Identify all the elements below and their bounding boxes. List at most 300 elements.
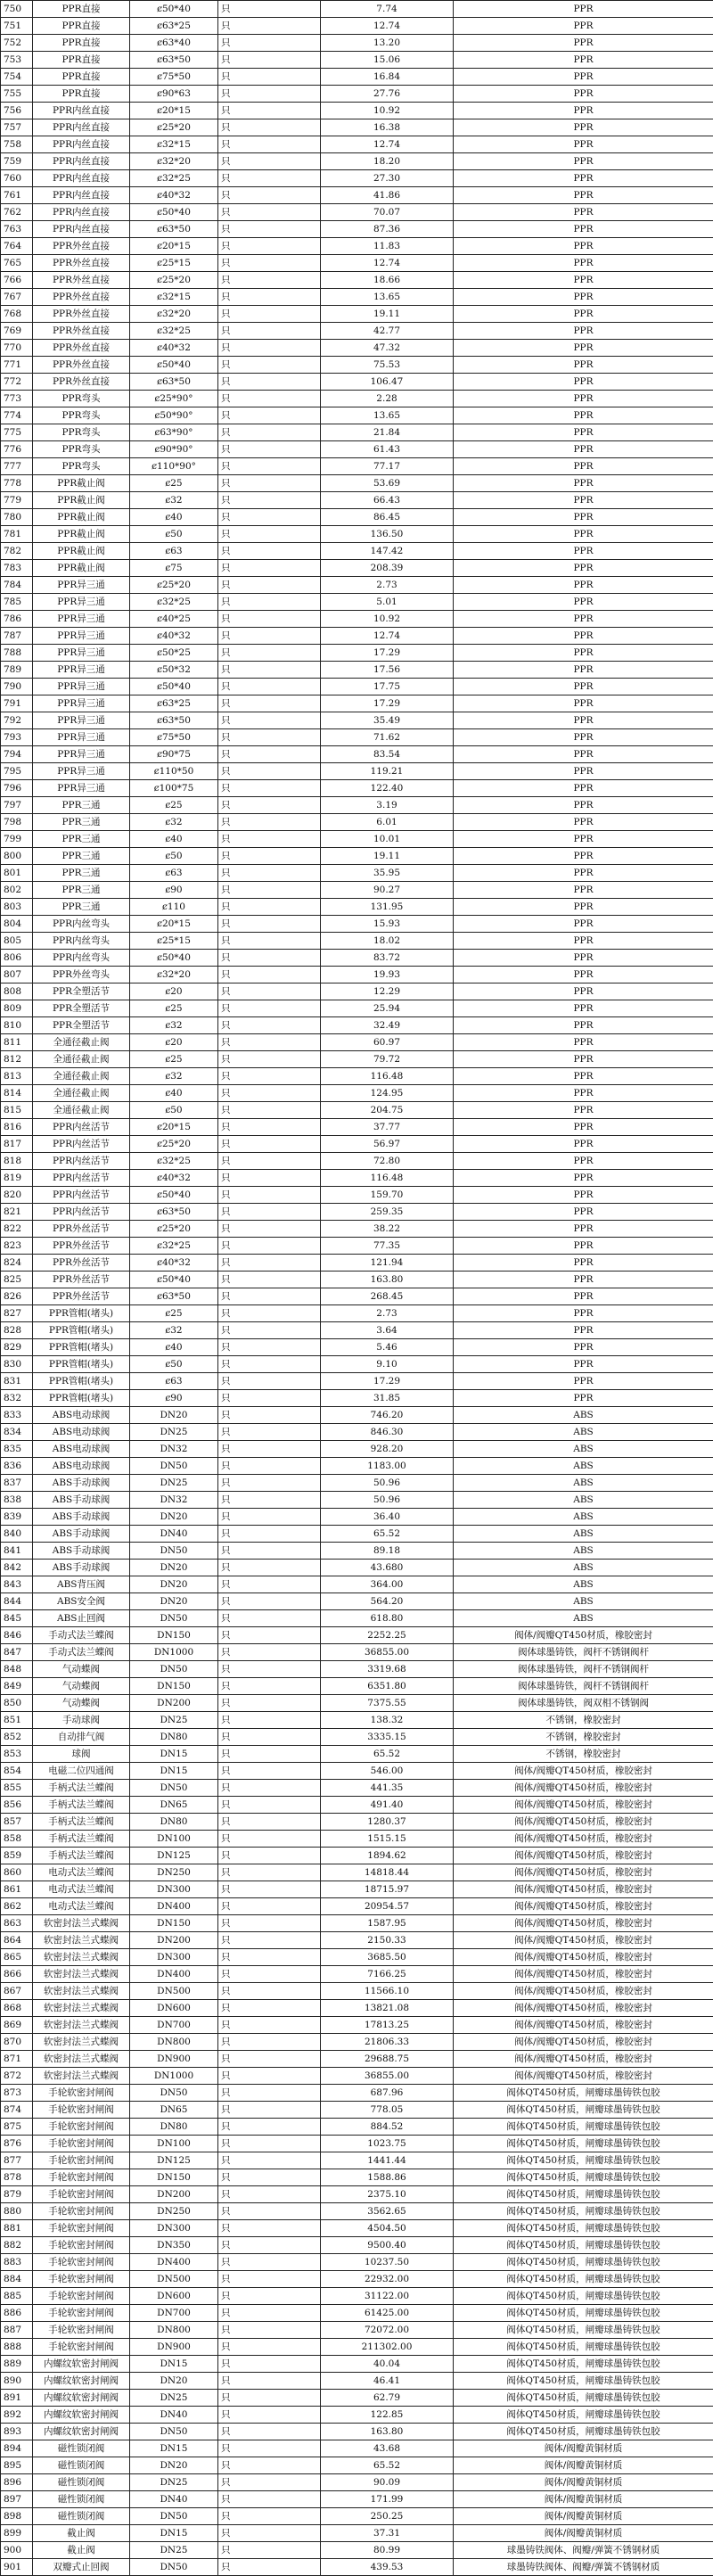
spec-cell: ȼ63 xyxy=(130,543,218,560)
item-number-cell: 852 xyxy=(1,1729,33,1746)
material-cell: 阀体QT450材质，闸瓣球墨铸铁包胶 xyxy=(454,2288,713,2305)
item-name-cell: PPR三通 xyxy=(33,865,130,882)
spec-cell: DN500 xyxy=(130,2271,218,2288)
item-number-cell: 895 xyxy=(1,2457,33,2474)
spec-cell: ȼ50*40 xyxy=(130,1272,218,1288)
item-number-cell: 831 xyxy=(1,1373,33,1390)
item-name-cell: 截止阀 xyxy=(33,2525,130,2542)
item-number-cell: 779 xyxy=(1,492,33,509)
item-name-cell: 手轮软密封闸阀 xyxy=(33,2169,130,2186)
table-row xyxy=(1,170,713,187)
table-row xyxy=(1,1729,713,1746)
unit-cell: 只 xyxy=(218,1509,321,1526)
unit-cell: 只 xyxy=(218,1407,321,1424)
material-cell: PPR xyxy=(454,1322,713,1339)
table-row xyxy=(1,899,713,916)
unit-cell: 只 xyxy=(218,950,321,967)
item-name-cell: ABS手动球阀 xyxy=(33,1492,130,1509)
spec-cell: DN50 xyxy=(130,2085,218,2102)
unit-price-cell: 4504.50 xyxy=(321,2220,454,2237)
unit-price-cell: 77.17 xyxy=(321,458,454,475)
material-cell: PPR xyxy=(454,153,713,170)
unit-price-cell: 13.20 xyxy=(321,35,454,52)
item-name-cell: PPR直接 xyxy=(33,86,130,103)
unit-cell: 只 xyxy=(218,1170,321,1187)
spec-cell: DN50 xyxy=(130,1543,218,1560)
table-row xyxy=(1,916,713,933)
table-row xyxy=(1,255,713,272)
item-number-cell: 787 xyxy=(1,628,33,645)
item-name-cell: ABS电动球阀 xyxy=(33,1424,130,1441)
spec-cell: DN400 xyxy=(130,1898,218,1915)
spec-cell: DN600 xyxy=(130,2288,218,2305)
unit-cell: 只 xyxy=(218,136,321,153)
item-name-cell: PPR截止阀 xyxy=(33,543,130,560)
item-number-cell: 815 xyxy=(1,1102,33,1119)
material-cell: 阀体/阀瓣QT450材质，橡胶密封 xyxy=(454,2051,713,2068)
material-cell: PPR xyxy=(454,848,713,865)
unit-price-cell: 171.99 xyxy=(321,2491,454,2508)
item-name-cell: PPR内丝弯头 xyxy=(33,933,130,950)
spec-cell: ȼ32 xyxy=(130,492,218,509)
material-cell: 阀体QT450材质，闸瓣球墨铸铁包胶 xyxy=(454,2390,713,2407)
unit-cell: 只 xyxy=(218,1,321,18)
table-row xyxy=(1,1424,713,1441)
item-number-cell: 900 xyxy=(1,2542,33,2559)
unit-price-cell: 56.97 xyxy=(321,1136,454,1153)
unit-cell: 只 xyxy=(218,2356,321,2373)
unit-price-cell: 10.92 xyxy=(321,103,454,119)
material-cell: PPR xyxy=(454,86,713,103)
item-name-cell: PPR异三通 xyxy=(33,780,130,797)
unit-cell: 只 xyxy=(218,526,321,543)
unit-cell: 只 xyxy=(218,1085,321,1102)
material-cell: PPR xyxy=(454,374,713,391)
unit-price-cell: 19.11 xyxy=(321,306,454,323)
item-number-cell: 794 xyxy=(1,746,33,763)
table-row xyxy=(1,2407,713,2424)
unit-price-cell: 3.19 xyxy=(321,797,454,814)
material-cell: 阀体/阀瓣黄铜材质 xyxy=(454,2508,713,2525)
unit-price-cell: 5.01 xyxy=(321,594,454,611)
unit-cell: 只 xyxy=(218,1661,321,1678)
item-name-cell: ABS手动球阀 xyxy=(33,1509,130,1526)
table-row xyxy=(1,52,713,69)
item-name-cell: 全通径截止阀 xyxy=(33,1051,130,1068)
table-row xyxy=(1,509,713,526)
material-cell: PPR xyxy=(454,865,713,882)
item-name-cell: PPR异三通 xyxy=(33,695,130,712)
item-number-cell: 841 xyxy=(1,1543,33,1560)
unit-cell: 只 xyxy=(218,1441,321,1458)
item-name-cell: PPR内丝直接 xyxy=(33,170,130,187)
unit-price-cell: 80.99 xyxy=(321,2542,454,2559)
material-cell: PPR xyxy=(454,814,713,831)
item-number-cell: 874 xyxy=(1,2102,33,2119)
material-cell: 阀体/阀瓣黄铜材质 xyxy=(454,2491,713,2508)
item-name-cell: PPR全塑活节 xyxy=(33,1017,130,1034)
table-row xyxy=(1,1238,713,1255)
spec-cell: DN25 xyxy=(130,1712,218,1729)
unit-price-cell: 204.75 xyxy=(321,1102,454,1119)
material-cell: PPR xyxy=(454,662,713,679)
spec-cell: ȼ50*40 xyxy=(130,679,218,695)
table-row xyxy=(1,2288,713,2305)
unit-cell: 只 xyxy=(218,560,321,577)
material-cell: PPR xyxy=(454,695,713,712)
table-row xyxy=(1,1441,713,1458)
unit-price-cell: 259.35 xyxy=(321,1204,454,1221)
item-number-cell: 812 xyxy=(1,1051,33,1068)
unit-price-cell: 11566.10 xyxy=(321,1983,454,2000)
material-cell: 阀体/阀瓣QT450材质，橡胶密封 xyxy=(454,1983,713,2000)
unit-cell: 只 xyxy=(218,1627,321,1644)
table-row xyxy=(1,2136,713,2152)
spec-cell: DN150 xyxy=(130,1627,218,1644)
spec-cell: ȼ90*75 xyxy=(130,746,218,763)
unit-price-cell: 7375.55 xyxy=(321,1695,454,1712)
table-row xyxy=(1,1644,713,1661)
spec-cell: DN700 xyxy=(130,2017,218,2034)
spec-cell: DN50 xyxy=(130,1661,218,1678)
unit-price-cell: 268.45 xyxy=(321,1288,454,1305)
unit-cell: 只 xyxy=(218,899,321,916)
item-name-cell: PPR三通 xyxy=(33,899,130,916)
unit-cell: 只 xyxy=(218,1000,321,1017)
unit-price-cell: 1587.95 xyxy=(321,1915,454,1932)
item-number-cell: 771 xyxy=(1,357,33,374)
item-number-cell: 836 xyxy=(1,1458,33,1475)
item-number-cell: 842 xyxy=(1,1560,33,1576)
item-name-cell: PPR异三通 xyxy=(33,712,130,729)
item-number-cell: 827 xyxy=(1,1305,33,1322)
unit-price-cell: 87.36 xyxy=(321,221,454,238)
table-row xyxy=(1,695,713,712)
table-row xyxy=(1,1034,713,1051)
table-row xyxy=(1,1543,713,1560)
unit-cell: 只 xyxy=(218,407,321,424)
item-name-cell: PPR内丝直接 xyxy=(33,187,130,204)
spec-cell: DN200 xyxy=(130,1695,218,1712)
material-cell: 阀体/阀瓣QT450材质，橡胶密封 xyxy=(454,1627,713,1644)
unit-price-cell: 29688.75 xyxy=(321,2051,454,2068)
unit-cell: 只 xyxy=(218,289,321,306)
table-row xyxy=(1,1661,713,1678)
material-cell: 阀体QT450材质，闸瓣球墨铸铁包胶 xyxy=(454,2322,713,2339)
item-number-cell: 876 xyxy=(1,2136,33,2152)
item-name-cell: ABS手动球阀 xyxy=(33,1543,130,1560)
item-name-cell: 全通径截止阀 xyxy=(33,1085,130,1102)
spec-cell: DN150 xyxy=(130,1915,218,1932)
item-name-cell: 软密封法兰式蝶阀 xyxy=(33,1932,130,1949)
material-cell: 不锈钢，橡胶密封 xyxy=(454,1729,713,1746)
item-number-cell: 767 xyxy=(1,289,33,306)
spec-cell: DN32 xyxy=(130,1492,218,1509)
table-row xyxy=(1,2102,713,2119)
material-cell: PPR xyxy=(454,1051,713,1068)
unit-price-cell: 18.02 xyxy=(321,933,454,950)
item-number-cell: 890 xyxy=(1,2373,33,2390)
spec-cell: ȼ40*25 xyxy=(130,611,218,628)
item-name-cell: 磁性锁闭阀 xyxy=(33,2508,130,2525)
table-row xyxy=(1,2169,713,2186)
item-number-cell: 756 xyxy=(1,103,33,119)
table-row xyxy=(1,119,713,136)
item-number-cell: 761 xyxy=(1,187,33,204)
table-row xyxy=(1,1000,713,1017)
item-name-cell: PPR内丝活节 xyxy=(33,1136,130,1153)
item-number-cell: 886 xyxy=(1,2305,33,2322)
material-cell: 阀体/阀瓣QT450材质，橡胶密封 xyxy=(454,2017,713,2034)
unit-price-cell: 72072.00 xyxy=(321,2322,454,2339)
material-cell: PPR xyxy=(454,52,713,69)
item-number-cell: 798 xyxy=(1,814,33,831)
table-row xyxy=(1,2491,713,2508)
item-number-cell: 862 xyxy=(1,1898,33,1915)
material-cell: 阀体/阀瓣QT450材质，橡胶密封 xyxy=(454,1814,713,1831)
item-name-cell: PPR内丝活节 xyxy=(33,1119,130,1136)
unit-price-cell: 928.20 xyxy=(321,1441,454,1458)
item-name-cell: 手轮软密封闸阀 xyxy=(33,2288,130,2305)
unit-cell: 只 xyxy=(218,1814,321,1831)
table-row xyxy=(1,2254,713,2271)
spec-cell: ȼ32*20 xyxy=(130,153,218,170)
unit-cell: 只 xyxy=(218,1238,321,1255)
material-cell: PPR xyxy=(454,1000,713,1017)
table-row xyxy=(1,2085,713,2102)
unit-cell: 只 xyxy=(218,2305,321,2322)
unit-price-cell: 21.84 xyxy=(321,424,454,441)
table-row xyxy=(1,967,713,983)
item-name-cell: PPR三通 xyxy=(33,797,130,814)
unit-cell: 只 xyxy=(218,2119,321,2136)
unit-price-cell: 36855.00 xyxy=(321,1644,454,1661)
table-row xyxy=(1,729,713,746)
table-row xyxy=(1,780,713,797)
spec-cell: ȼ63*25 xyxy=(130,695,218,712)
material-cell: PPR xyxy=(454,1356,713,1373)
item-name-cell: PPR内丝直接 xyxy=(33,119,130,136)
spec-cell: DN15 xyxy=(130,1763,218,1780)
unit-price-cell: 75.53 xyxy=(321,357,454,374)
spec-cell: ȼ40 xyxy=(130,831,218,848)
spec-cell: DN15 xyxy=(130,1746,218,1763)
item-name-cell: PPR外丝直接 xyxy=(33,374,130,391)
spec-cell: ȼ25*20 xyxy=(130,1221,218,1238)
unit-cell: 只 xyxy=(218,1543,321,1560)
unit-price-cell: 9500.40 xyxy=(321,2237,454,2254)
material-cell: PPR xyxy=(454,272,713,289)
item-name-cell: 手轮软密封闸阀 xyxy=(33,2203,130,2220)
item-name-cell: 手轮软密封闸阀 xyxy=(33,2186,130,2203)
material-cell: PPR xyxy=(454,712,713,729)
material-cell: PPR xyxy=(454,729,713,746)
unit-cell: 只 xyxy=(218,424,321,441)
spec-cell: DN20 xyxy=(130,2373,218,2390)
material-cell: 阀体/阀瓣QT450材质，橡胶密封 xyxy=(454,2000,713,2017)
unit-cell: 只 xyxy=(218,2407,321,2424)
unit-cell: 只 xyxy=(218,729,321,746)
material-cell: PPR xyxy=(454,983,713,1000)
unit-cell: 只 xyxy=(218,1915,321,1932)
unit-cell: 只 xyxy=(218,1390,321,1407)
table-row xyxy=(1,2203,713,2220)
item-name-cell: 软密封法兰式蝶阀 xyxy=(33,1966,130,1983)
unit-price-cell: 90.27 xyxy=(321,882,454,899)
unit-price-cell: 70.07 xyxy=(321,204,454,221)
item-number-cell: 790 xyxy=(1,679,33,695)
unit-price-cell: 884.52 xyxy=(321,2119,454,2136)
unit-cell: 只 xyxy=(218,1610,321,1627)
item-number-cell: 757 xyxy=(1,119,33,136)
material-cell: PPR xyxy=(454,221,713,238)
unit-price-cell: 618.80 xyxy=(321,1610,454,1627)
table-row xyxy=(1,1983,713,2000)
spec-cell: DN600 xyxy=(130,2000,218,2017)
unit-price-cell: 31.85 xyxy=(321,1390,454,1407)
item-name-cell: PPR弯头 xyxy=(33,458,130,475)
unit-price-cell: 72.80 xyxy=(321,1153,454,1170)
unit-price-cell: 1515.15 xyxy=(321,1831,454,1848)
spec-cell: DN32 xyxy=(130,1441,218,1458)
item-name-cell: PPR异三通 xyxy=(33,729,130,746)
unit-cell: 只 xyxy=(218,831,321,848)
material-cell: ABS xyxy=(454,1424,713,1441)
unit-price-cell: 15.06 xyxy=(321,52,454,69)
unit-price-cell: 50.96 xyxy=(321,1492,454,1509)
unit-cell: 只 xyxy=(218,628,321,645)
item-name-cell: PPR异三通 xyxy=(33,594,130,611)
item-number-cell: 766 xyxy=(1,272,33,289)
unit-price-cell: 47.32 xyxy=(321,340,454,357)
table-row xyxy=(1,543,713,560)
item-name-cell: 内螺纹软密封闸阀 xyxy=(33,2390,130,2407)
item-number-cell: 801 xyxy=(1,865,33,882)
unit-cell: 只 xyxy=(218,1305,321,1322)
table-row xyxy=(1,441,713,458)
unit-price-cell: 491.40 xyxy=(321,1797,454,1814)
spec-cell: DN250 xyxy=(130,1864,218,1881)
unit-price-cell: 5.46 xyxy=(321,1339,454,1356)
unit-price-cell: 106.47 xyxy=(321,374,454,391)
item-number-cell: 872 xyxy=(1,2068,33,2085)
item-number-cell: 859 xyxy=(1,1848,33,1864)
unit-price-cell: 12.74 xyxy=(321,136,454,153)
material-cell: ABS xyxy=(454,1526,713,1543)
unit-price-cell: 65.52 xyxy=(321,1526,454,1543)
item-name-cell: PPR直接 xyxy=(33,35,130,52)
unit-cell: 只 xyxy=(218,645,321,662)
item-number-cell: 783 xyxy=(1,560,33,577)
table-row xyxy=(1,1678,713,1695)
table-row xyxy=(1,1492,713,1509)
table-row xyxy=(1,1526,713,1543)
item-name-cell: PPR外丝直接 xyxy=(33,238,130,255)
item-name-cell: PPR外丝直接 xyxy=(33,255,130,272)
unit-cell: 只 xyxy=(218,1593,321,1610)
item-number-cell: 760 xyxy=(1,170,33,187)
material-cell: PPR xyxy=(454,1390,713,1407)
spec-cell: ȼ63*50 xyxy=(130,1288,218,1305)
item-name-cell: PPR内丝直接 xyxy=(33,153,130,170)
table-row xyxy=(1,1356,713,1373)
material-cell: 球墨铸铁阀体、阀瓣/弹簧不锈钢材质 xyxy=(454,2559,713,2576)
unit-price-cell: 13.65 xyxy=(321,407,454,424)
unit-price-cell: 22932.00 xyxy=(321,2271,454,2288)
table-row xyxy=(1,882,713,899)
spec-cell: ȼ20*15 xyxy=(130,103,218,119)
item-number-cell: 772 xyxy=(1,374,33,391)
item-name-cell: PPR外丝直接 xyxy=(33,272,130,289)
item-number-cell: 806 xyxy=(1,950,33,967)
item-number-cell: 776 xyxy=(1,441,33,458)
unit-cell: 只 xyxy=(218,2339,321,2356)
unit-price-cell: 2.28 xyxy=(321,391,454,407)
unit-cell: 只 xyxy=(218,1797,321,1814)
unit-price-cell: 2.73 xyxy=(321,577,454,594)
unit-price-cell: 16.84 xyxy=(321,69,454,86)
material-cell: PPR xyxy=(454,611,713,628)
unit-cell: 只 xyxy=(218,1526,321,1543)
spec-cell: DN20 xyxy=(130,1593,218,1610)
table-row xyxy=(1,1610,713,1627)
unit-cell: 只 xyxy=(218,2085,321,2102)
item-name-cell: 软密封法兰式蝶阀 xyxy=(33,2068,130,2085)
table-row xyxy=(1,2474,713,2491)
table-row xyxy=(1,577,713,594)
spec-cell: DN150 xyxy=(130,2169,218,2186)
unit-cell: 只 xyxy=(218,187,321,204)
table-row xyxy=(1,983,713,1000)
item-number-cell: 822 xyxy=(1,1221,33,1238)
spec-cell: DN1000 xyxy=(130,1644,218,1661)
item-number-cell: 792 xyxy=(1,712,33,729)
material-cell: PPR xyxy=(454,899,713,916)
table-row xyxy=(1,475,713,492)
unit-cell: 只 xyxy=(218,119,321,136)
table-row xyxy=(1,950,713,967)
spec-cell: DN25 xyxy=(130,1475,218,1492)
unit-cell: 只 xyxy=(218,611,321,628)
material-cell: PPR xyxy=(454,306,713,323)
spec-cell: ȼ63 xyxy=(130,865,218,882)
spec-cell: ȼ20 xyxy=(130,983,218,1000)
material-cell: 阀体球墨铸铁，阀杆不锈钢阀杆 xyxy=(454,1678,713,1695)
item-name-cell: PPR内丝活节 xyxy=(33,1204,130,1221)
material-cell: 阀体/阀瓣QT450材质，橡胶密封 xyxy=(454,1797,713,1814)
unit-cell: 只 xyxy=(218,153,321,170)
material-cell: 球墨铸铁阀体、阀瓣/弹簧不锈钢材质 xyxy=(454,2542,713,2559)
material-cell: PPR xyxy=(454,645,713,662)
table-row xyxy=(1,2559,713,2576)
spec-cell: ȼ25*90° xyxy=(130,391,218,407)
material-cell: PPR xyxy=(454,577,713,594)
spec-cell: ȼ75*50 xyxy=(130,69,218,86)
spec-cell: DN50 xyxy=(130,1458,218,1475)
material-cell: PPR xyxy=(454,1102,713,1119)
item-name-cell: 全通径截止阀 xyxy=(33,1102,130,1119)
unit-cell: 只 xyxy=(218,170,321,187)
material-cell: PPR xyxy=(454,1288,713,1305)
material-cell: PPR xyxy=(454,69,713,86)
table-row xyxy=(1,1339,713,1356)
spec-cell: ȼ40*32 xyxy=(130,340,218,357)
item-number-cell: 784 xyxy=(1,577,33,594)
unit-price-cell: 14818.44 xyxy=(321,1864,454,1881)
material-cell: PPR xyxy=(454,424,713,441)
item-name-cell: PPR直接 xyxy=(33,52,130,69)
unit-cell: 只 xyxy=(218,2186,321,2203)
